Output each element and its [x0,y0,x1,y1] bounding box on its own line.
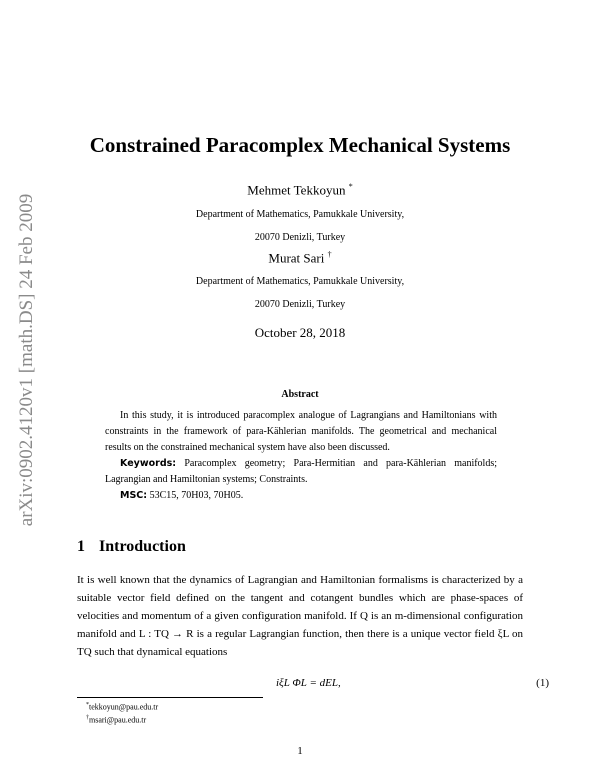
author-affiliation: Department of Mathematics, Pamukkale University, [195,276,405,287]
author-name [0,250,600,266]
section-number: 1 [77,538,85,555]
keywords-line [105,456,497,488]
msc-label: MSC: [120,490,148,501]
keywords-label: Keywords: [120,458,177,469]
abstract-heading: Abstract [281,389,319,400]
msc-line [105,488,497,504]
abstract-body [105,408,497,504]
author-name-text: Murat Sari [268,250,325,266]
keywords-text: Paracomplex geometry; Para-Hermitian and para-Kählerian manifolds; Lagrangian and Hamiltonian systems; Constraints. [105,458,498,485]
page-number: 1 [297,745,303,757]
footnote-item [86,713,158,726]
footnote-mark: † [86,714,89,721]
section-title: Introduction [99,538,186,555]
footnotes [86,700,158,725]
footnote-item [86,700,158,713]
msc-text: 53C15, 70H03, 70H05. [149,490,244,501]
equation-number: (1) [536,677,549,689]
author-affiliation: Department of Mathematics, Pamukkale University, [195,209,405,220]
footnote-rule [77,697,263,698]
author-name [0,182,600,198]
intro-text: It is well known that the dynamics of Lagrangian and Hamiltonian formalisms is characterized by a suitable vector field defined on the tangent and cotangent bundles which are phase-spaces of velocities and momentum of a given configuration manifold. If Q is an m-dimensional configuration manifold and L : TQ → R is a regular Lagrangian function, then there is a unique vector field ξL on TQ such that dynamical equations [77,574,523,658]
intro-paragraph [77,571,523,661]
paper-title: Constrained Paracomplex Mechanical Systems [89,133,511,157]
author-location: 20070 Denizli, Turkey [254,299,346,310]
author-name-text: Mehmet Tekkoyun [247,182,346,198]
author-footnote-mark: † [327,250,332,259]
equation-text: iξL ΦL = dEL, [276,677,341,689]
footnote-email: msari@pau.edu.tr [89,715,147,725]
author-footnote-mark: * [348,182,353,191]
footnote-email: tekkoyun@pau.edu.tr [89,702,159,712]
arxiv-stamp: arXiv:0902.4120v1 [math.DS] 24 Feb 2009 [16,193,37,527]
section-heading [77,538,186,556]
abstract-text: In this study, it is introduced paracomplex analogue of Lagrangians and Hamiltonians with constraints in the framework of para-Kählerian manifolds. The geometrical and mechanical results on the constrained mechanical system have also been discussed. [105,410,497,453]
author-location: 20070 Denizli, Turkey [254,232,346,243]
date: October 28, 2018 [254,325,346,340]
footnote-mark: * [86,702,89,708]
